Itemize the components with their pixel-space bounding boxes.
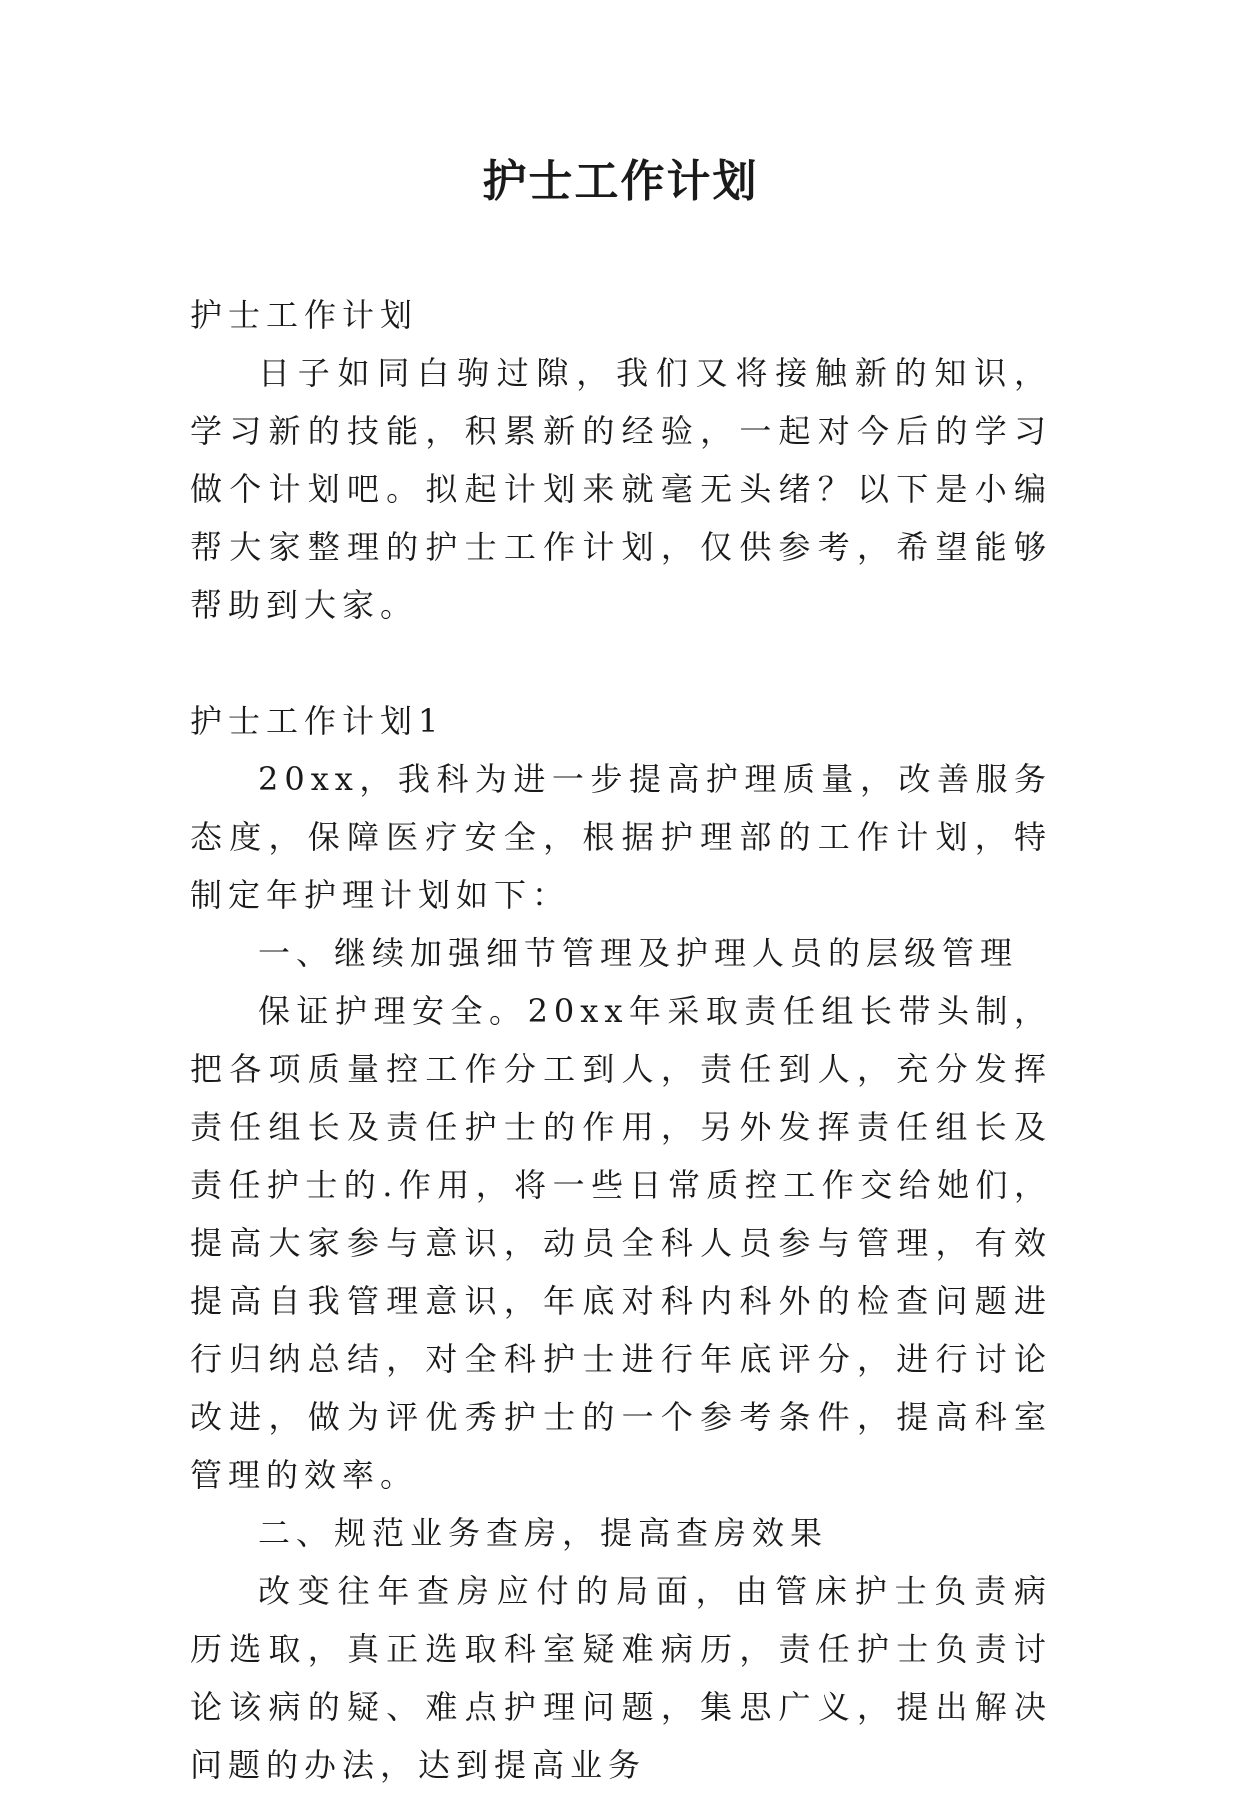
section-heading: 护士工作计划1 bbox=[190, 702, 445, 740]
paragraph-gap bbox=[190, 634, 1052, 692]
point1-heading: 一、继续加强细节管理及护理人员的层级管理 bbox=[258, 934, 1019, 972]
document-title: 护士工作计划 bbox=[482, 156, 759, 207]
point2-heading: 二、规范业务查房，提高查房效果 bbox=[258, 1514, 829, 1552]
subtitle: 护士工作计划 bbox=[190, 296, 419, 334]
document-body bbox=[190, 286, 1052, 1794]
point2-paragraph: 改变往年查房应付的局面，由管床护士负责病历选取，真正选取科室疑难病历，责任护士负责讨论该病的疑、难点护理问题，集思广义，提出解决问题的办法，达到提高业务 bbox=[190, 1572, 1052, 1784]
section-opening-paragraph: 20xx，我科为进一步提高护理质量，改善服务态度，保障医疗安全，根据护理部的工作计划，特制定年护理计划如下： bbox=[190, 760, 1052, 914]
intro-paragraph: 日子如同白驹过隙，我们又将接触新的知识，学习新的技能，积累新的经验，一起对今后的学习做个计划吧。拟起计划来就毫无头绪？以下是小编帮大家整理的护士工作计划，仅供参考，希望能够帮助到大家。 bbox=[190, 354, 1052, 624]
point1-paragraph: 保证护理安全。20xx年采取责任组长带头制，把各项质量控工作分工到人，责任到人，充分发挥责任组长及责任护士的作用，另外发挥责任组长及责任护士的.作用，将一些日常质控工作交给她们，提高大家参与意识，动员全科人员参与管理，有效提高自我管理意识，年底对科内科外的检查问题进行归纳总结，对全科护士进行年底评分，进行讨论改进，做为评优秀护士的一个参考条件，提高科室管理的效率。 bbox=[190, 992, 1052, 1494]
